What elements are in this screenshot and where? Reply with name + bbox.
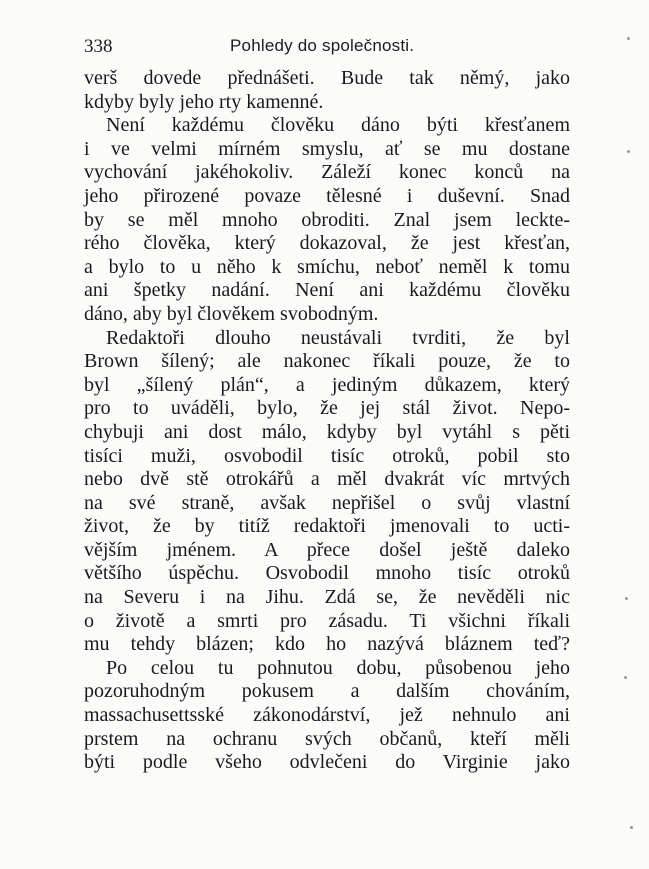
text-line: dáno, aby byl člověkem svobodným. xyxy=(84,302,379,325)
text-line: vychování jakéhokoliv. Záleží konec konců na xyxy=(84,161,570,184)
scan-speck xyxy=(625,597,628,600)
text-line: by se měl mnoho obroditi. Znal jsem leckte- xyxy=(84,208,570,231)
text-line: o životě a smrti pro zásadu. Ti všichni říkali xyxy=(84,609,570,632)
text-line: na Severu i na Jihu. Zdá se, že nevěděli nic xyxy=(84,586,570,609)
page-header xyxy=(84,36,570,60)
text-line: na své straně, avšak nepřišel o svůj vlastní xyxy=(84,491,570,514)
page-number: 338 xyxy=(84,36,113,57)
text-line: mu tehdy blázen; kdo ho nazývá bláznem teď? xyxy=(84,633,570,656)
text-line: byl „šílený plán“, a jediným důkazem, který xyxy=(84,373,570,396)
text-line: jeho přirozené povaze tělesné i duševní. Snad xyxy=(84,184,570,207)
text-line: pro to uváděli, bylo, že jej stál život. Nepo- xyxy=(84,397,570,420)
text-line: rého člověka, který dokazoval, že jest křesťan, xyxy=(84,232,570,255)
text-line: ani špetky nadání. Není ani každému člověku xyxy=(84,279,570,302)
text-line: pozoruhodným pokusem a dalším chováním, xyxy=(84,680,570,703)
body-text xyxy=(84,67,570,775)
text-line: chybuji ani dost málo, kdyby byl vytáhl s pěti xyxy=(84,420,570,443)
running-title: Pohledy do společnosti. xyxy=(230,36,415,55)
text-line: vějším jménem. A přece došel ještě daleko xyxy=(84,538,570,561)
text-line: massachusettsské zákonodárství, jež nehnulo ani xyxy=(84,704,570,727)
text-line: Není každému člověku dáno býti křesťanem xyxy=(106,114,570,137)
text-line: většího úspěchu. Osvobodil mnoho tisíc otroků xyxy=(84,562,570,585)
text-line: nebo dvě stě otrokářů a měl dvakrát víc mrtvých xyxy=(84,468,570,491)
scan-speck xyxy=(627,150,630,153)
scan-speck xyxy=(630,826,633,829)
scan-speck xyxy=(624,676,627,679)
text-line: i ve velmi mírném smyslu, ať se mu dostane xyxy=(84,137,570,160)
text-line: život, že by titíž redaktoři jmenovali to ucti- xyxy=(84,515,570,538)
text-line: býti podle všeho odvlečeni do Virginie jako xyxy=(84,751,570,774)
text-line: Brown šílený; ale nakonec říkali pouze, že to xyxy=(84,350,570,373)
text-line: verš dovede přednášeti. Bude tak němý, jako xyxy=(84,67,570,89)
text-line: a bylo to u něho k smíchu, neboť neměl k tomu xyxy=(84,255,570,278)
text-line: kdyby byly jeho rty kamenné. xyxy=(84,90,324,113)
text-line: prstem na ochranu svých občanů, kteří měli xyxy=(84,727,570,750)
scan-speck xyxy=(627,37,630,40)
text-line: tisíci muži, osvobodil tisíc otroků, pobil sto xyxy=(84,444,570,467)
text-line: Redaktoři dlouho neustávali tvrditi, že byl xyxy=(106,326,570,349)
text-line: Po celou tu pohnutou dobu, působenou jeho xyxy=(106,656,570,679)
